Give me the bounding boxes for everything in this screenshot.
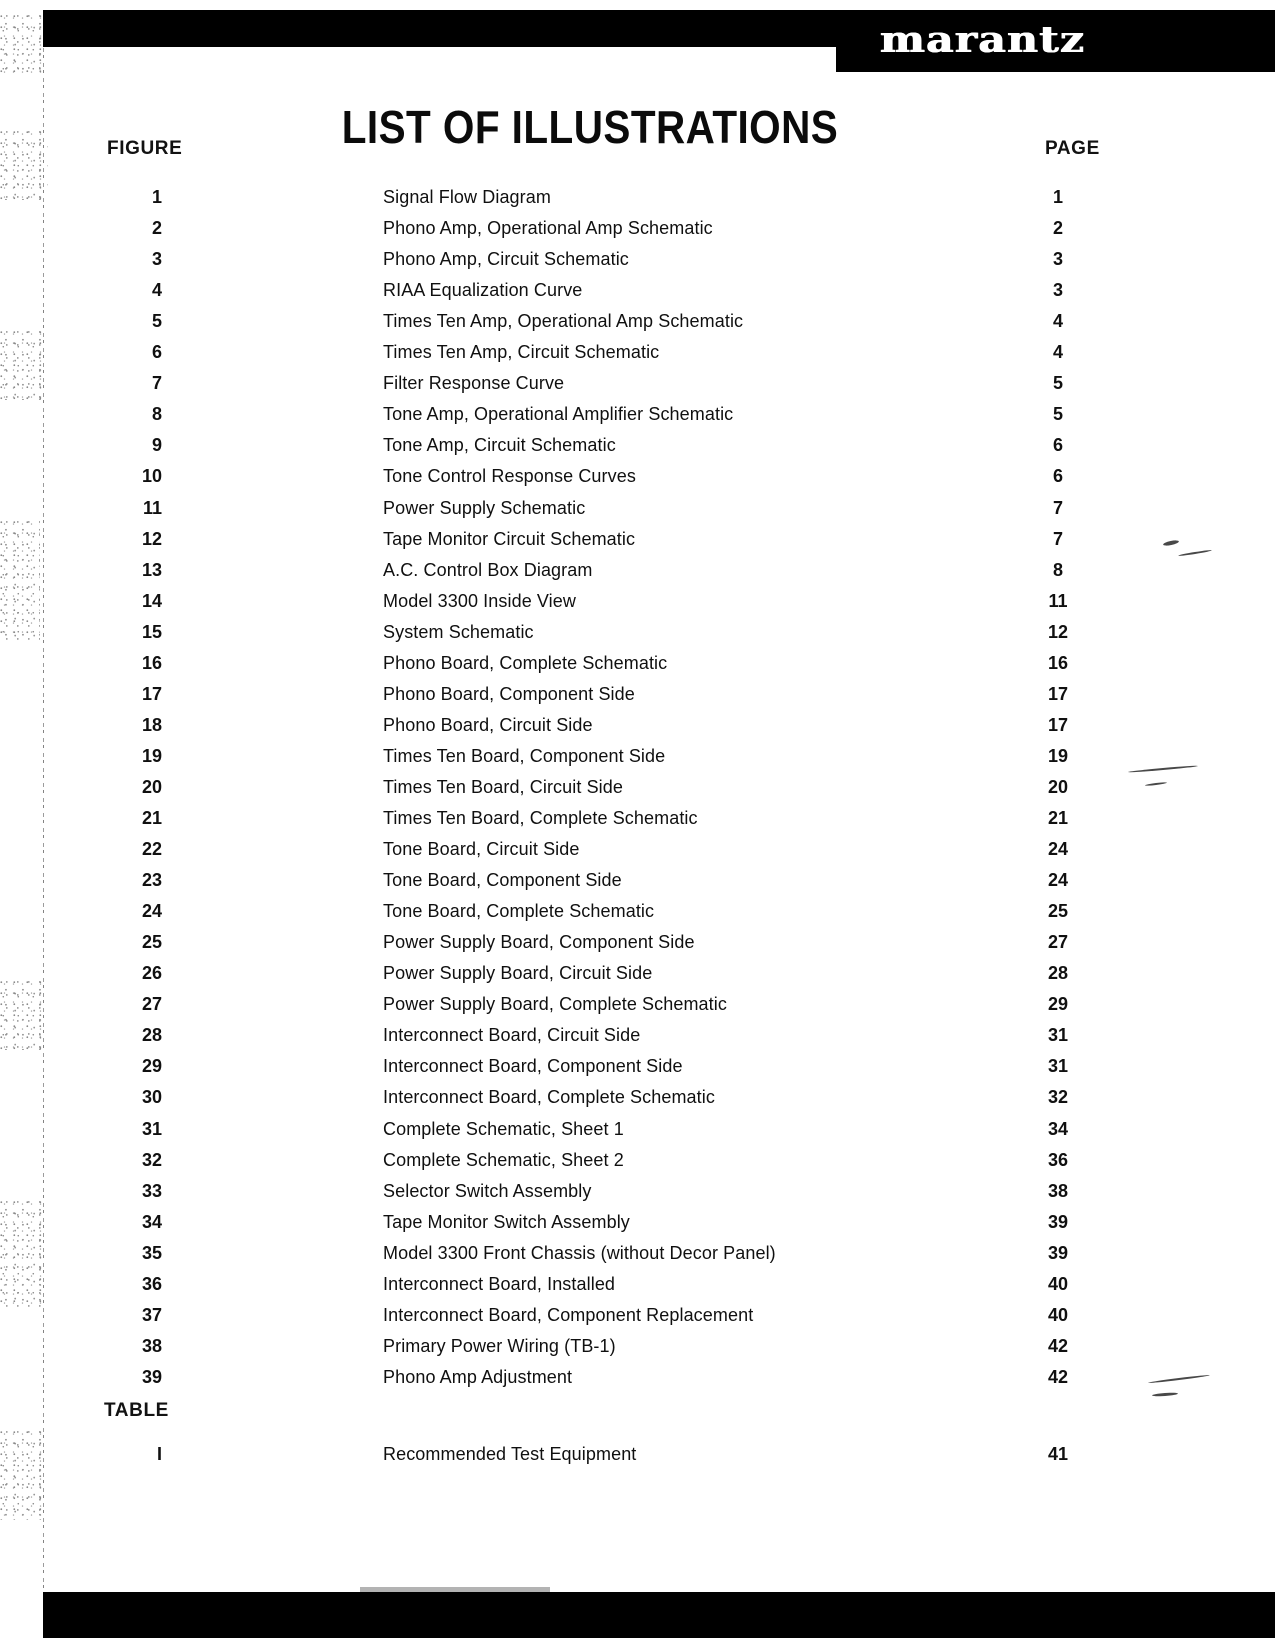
- figure-title: Tone Board, Complete Schematic: [383, 901, 655, 922]
- figure-title: Tone Amp, Circuit Schematic: [383, 435, 616, 456]
- marantz-logo: marantz: [880, 19, 1086, 61]
- figure-number: 15: [141, 621, 162, 642]
- figure-number: 14: [141, 590, 162, 611]
- figure-number: 35: [141, 1242, 162, 1263]
- footer-black-bar: [43, 1592, 1275, 1638]
- page-number: 24: [1047, 870, 1069, 891]
- table-title: Recommended Test Equipment: [383, 1444, 637, 1464]
- figure-title: System Schematic: [383, 621, 534, 642]
- figure-row: [0, 1118, 1275, 1142]
- figure-number: 7: [151, 373, 162, 394]
- page-number: 31: [1047, 1025, 1069, 1046]
- figure-row: [0, 186, 1275, 210]
- figure-title: Phono Board, Component Side: [383, 683, 635, 704]
- figure-row: [0, 590, 1275, 614]
- figure-row: [0, 1180, 1275, 1204]
- page-number: 11: [1048, 590, 1068, 611]
- page-number: 17: [1047, 683, 1069, 704]
- page-number: 38: [1047, 1180, 1069, 1201]
- page-number: 6: [1052, 466, 1063, 487]
- figure-row: [0, 869, 1275, 893]
- page-number: 2: [1052, 218, 1063, 239]
- figure-title: Phono Amp, Operational Amp Schematic: [383, 218, 713, 239]
- page-number: 40: [1047, 1304, 1069, 1325]
- figure-number: 18: [141, 714, 162, 735]
- figure-number: 2: [151, 218, 162, 239]
- table-number: I: [156, 1444, 162, 1464]
- page-number: 27: [1047, 932, 1069, 953]
- page-number: 28: [1047, 963, 1069, 984]
- figure-number: 23: [141, 870, 162, 891]
- page-number: 34: [1047, 1118, 1069, 1139]
- page-number: 16: [1047, 652, 1069, 673]
- figure-row: [0, 1304, 1275, 1328]
- figure-row: [0, 310, 1275, 334]
- figure-title: Tone Board, Circuit Side: [383, 839, 580, 860]
- figure-number: 3: [151, 249, 162, 270]
- figure-row: [0, 1273, 1275, 1297]
- figure-row: [0, 559, 1275, 583]
- figure-row: [0, 714, 1275, 738]
- figure-row: [0, 1055, 1275, 1079]
- figure-row: [0, 838, 1275, 862]
- figure-title: Phono Board, Complete Schematic: [383, 652, 668, 673]
- figure-title: Times Ten Board, Circuit Side: [383, 776, 623, 797]
- page-number: 12: [1047, 621, 1069, 642]
- figure-title: Times Ten Board, Component Side: [383, 745, 666, 766]
- figure-number: 19: [141, 745, 162, 766]
- figure-row: [0, 465, 1275, 489]
- scan-speckle: [0, 14, 44, 74]
- figure-number: 1: [151, 187, 162, 207]
- figure-row: [0, 1366, 1275, 1390]
- figure-row: [0, 683, 1275, 707]
- page-number: 4: [1052, 311, 1063, 332]
- page-number: 7: [1052, 528, 1063, 549]
- table-row: [0, 1443, 1275, 1467]
- figure-title: Times Ten Board, Complete Schematic: [383, 808, 698, 828]
- figure-number: 4: [151, 280, 162, 301]
- figure-title: Signal Flow Diagram: [383, 187, 551, 207]
- column-header-figure: FIGURE: [107, 138, 183, 159]
- page-number: 31: [1047, 1056, 1069, 1077]
- figure-row: [0, 621, 1275, 645]
- figure-row: [0, 807, 1275, 831]
- figure-number: 10: [141, 466, 162, 487]
- figure-title: Tone Amp, Operational Amplifier Schematic: [383, 404, 734, 425]
- figure-row: [0, 1086, 1275, 1110]
- figure-title: Power Supply Board, Component Side: [383, 932, 695, 953]
- scan-pen-mark: [1152, 1392, 1178, 1397]
- figure-title: Power Supply Schematic: [383, 497, 586, 518]
- figure-number: 12: [141, 528, 162, 549]
- figure-number: 27: [141, 994, 162, 1015]
- figure-number: 37: [141, 1304, 162, 1325]
- figure-title: Interconnect Board, Circuit Side: [383, 1025, 641, 1046]
- figure-title: Interconnect Board, Component Replacement: [383, 1304, 754, 1325]
- figure-row: [0, 279, 1275, 303]
- figure-number: 25: [141, 932, 162, 953]
- figure-row: [0, 1335, 1275, 1359]
- figure-title: Times Ten Amp, Operational Amp Schematic: [383, 311, 744, 332]
- page-number: 24: [1047, 839, 1069, 860]
- figure-row: [0, 1211, 1275, 1235]
- figure-number: 8: [151, 404, 162, 425]
- figure-number: 9: [151, 435, 162, 456]
- page-number: 40: [1047, 1273, 1069, 1294]
- figure-number: 31: [141, 1118, 162, 1139]
- figure-title: Interconnect Board, Component Side: [383, 1056, 683, 1077]
- page-number: 17: [1047, 714, 1069, 735]
- figure-title: Model 3300 Inside View: [383, 590, 576, 611]
- figure-row: [0, 1149, 1275, 1173]
- page-number: 7: [1052, 497, 1063, 518]
- page-number: 41: [1047, 1444, 1069, 1464]
- figure-title: Tape Monitor Circuit Schematic: [383, 528, 636, 549]
- page-number: 3: [1052, 249, 1063, 270]
- figure-row: [0, 931, 1275, 955]
- figure-row: [0, 528, 1275, 552]
- page-number: 25: [1047, 901, 1069, 922]
- figure-title: A.C. Control Box Diagram: [383, 559, 593, 580]
- figure-number: 11: [142, 497, 162, 518]
- figure-title: Phono Amp, Circuit Schematic: [383, 249, 629, 270]
- figure-row: [0, 497, 1275, 521]
- page-number: 42: [1047, 1366, 1069, 1387]
- figure-number: 13: [141, 559, 162, 580]
- figure-number: 6: [151, 342, 162, 363]
- figure-title: Interconnect Board, Complete Schematic: [383, 1087, 715, 1108]
- figure-title: Power Supply Board, Circuit Side: [383, 963, 653, 984]
- figure-row: [0, 248, 1275, 272]
- figure-row: [0, 403, 1275, 427]
- figure-number: 17: [141, 683, 162, 704]
- figure-number: 30: [141, 1087, 162, 1108]
- figure-title: Tone Board, Component Side: [383, 870, 622, 891]
- page-number: 21: [1047, 808, 1069, 828]
- figure-number: 29: [141, 1056, 162, 1077]
- figure-row: [0, 372, 1275, 396]
- figure-number: 24: [141, 901, 162, 922]
- figure-number: 5: [151, 311, 162, 332]
- page-number: 3: [1052, 280, 1063, 301]
- figure-number: 26: [141, 963, 162, 984]
- figure-number: 39: [141, 1366, 162, 1387]
- figure-number: 36: [141, 1273, 162, 1294]
- figure-number: 32: [141, 1149, 162, 1170]
- figure-row: [0, 993, 1275, 1017]
- figure-title: Filter Response Curve: [383, 373, 565, 394]
- page-number: 19: [1047, 745, 1069, 766]
- figure-title: Tape Monitor Switch Assembly: [383, 1211, 630, 1232]
- figure-number: 22: [141, 839, 162, 860]
- figure-row: [0, 900, 1275, 924]
- page-number: 20: [1047, 776, 1069, 797]
- figure-title: Primary Power Wiring (TB-1): [383, 1335, 616, 1356]
- figure-title: Power Supply Board, Complete Schematic: [383, 994, 727, 1015]
- figure-number: 16: [141, 652, 162, 673]
- figure-row: [0, 434, 1275, 458]
- figure-number: 28: [141, 1025, 162, 1046]
- page-number: 5: [1052, 373, 1063, 394]
- figure-row: [0, 962, 1275, 986]
- figure-number: 34: [141, 1211, 162, 1232]
- column-header-table: TABLE: [104, 1400, 169, 1421]
- figure-title: Model 3300 Front Chassis (without Decor Panel): [383, 1242, 776, 1263]
- figure-row: [0, 1242, 1275, 1266]
- figure-title: Interconnect Board, Installed: [383, 1273, 616, 1294]
- figure-title: Phono Amp Adjustment: [383, 1366, 573, 1387]
- figure-row: [0, 745, 1275, 769]
- page-title: LIST OF ILLUSTRATIONS: [341, 100, 839, 153]
- figure-number: 20: [141, 776, 162, 797]
- figure-row: [0, 217, 1275, 241]
- figure-title: Tone Control Response Curves: [383, 466, 636, 487]
- figure-title: Times Ten Amp, Circuit Schematic: [383, 342, 660, 363]
- page-number: 39: [1047, 1211, 1069, 1232]
- figure-row: [0, 1024, 1275, 1048]
- figure-row: [0, 341, 1275, 365]
- page-number: 29: [1047, 994, 1069, 1015]
- figure-title: Complete Schematic, Sheet 2: [383, 1149, 624, 1170]
- figure-title: RIAA Equalization Curve: [383, 280, 583, 301]
- figure-number: 38: [141, 1335, 162, 1356]
- page-number: 1: [1052, 187, 1063, 207]
- page-number: 42: [1047, 1335, 1069, 1356]
- figure-number: 21: [141, 808, 162, 828]
- figure-row: [0, 776, 1275, 800]
- column-header-page: PAGE: [1045, 138, 1100, 159]
- page-number: 39: [1047, 1242, 1069, 1263]
- page-number: 4: [1052, 342, 1063, 363]
- page-number: 36: [1047, 1149, 1069, 1170]
- figure-row: [0, 652, 1275, 676]
- page-number: 6: [1052, 435, 1063, 456]
- figure-title: Selector Switch Assembly: [383, 1180, 592, 1201]
- figure-number: 33: [141, 1180, 162, 1201]
- figure-title: Phono Board, Circuit Side: [383, 714, 593, 735]
- page-number: 32: [1047, 1087, 1069, 1108]
- figure-title: Complete Schematic, Sheet 1: [383, 1118, 624, 1139]
- page-number: 8: [1052, 559, 1063, 580]
- page-number: 5: [1052, 404, 1063, 425]
